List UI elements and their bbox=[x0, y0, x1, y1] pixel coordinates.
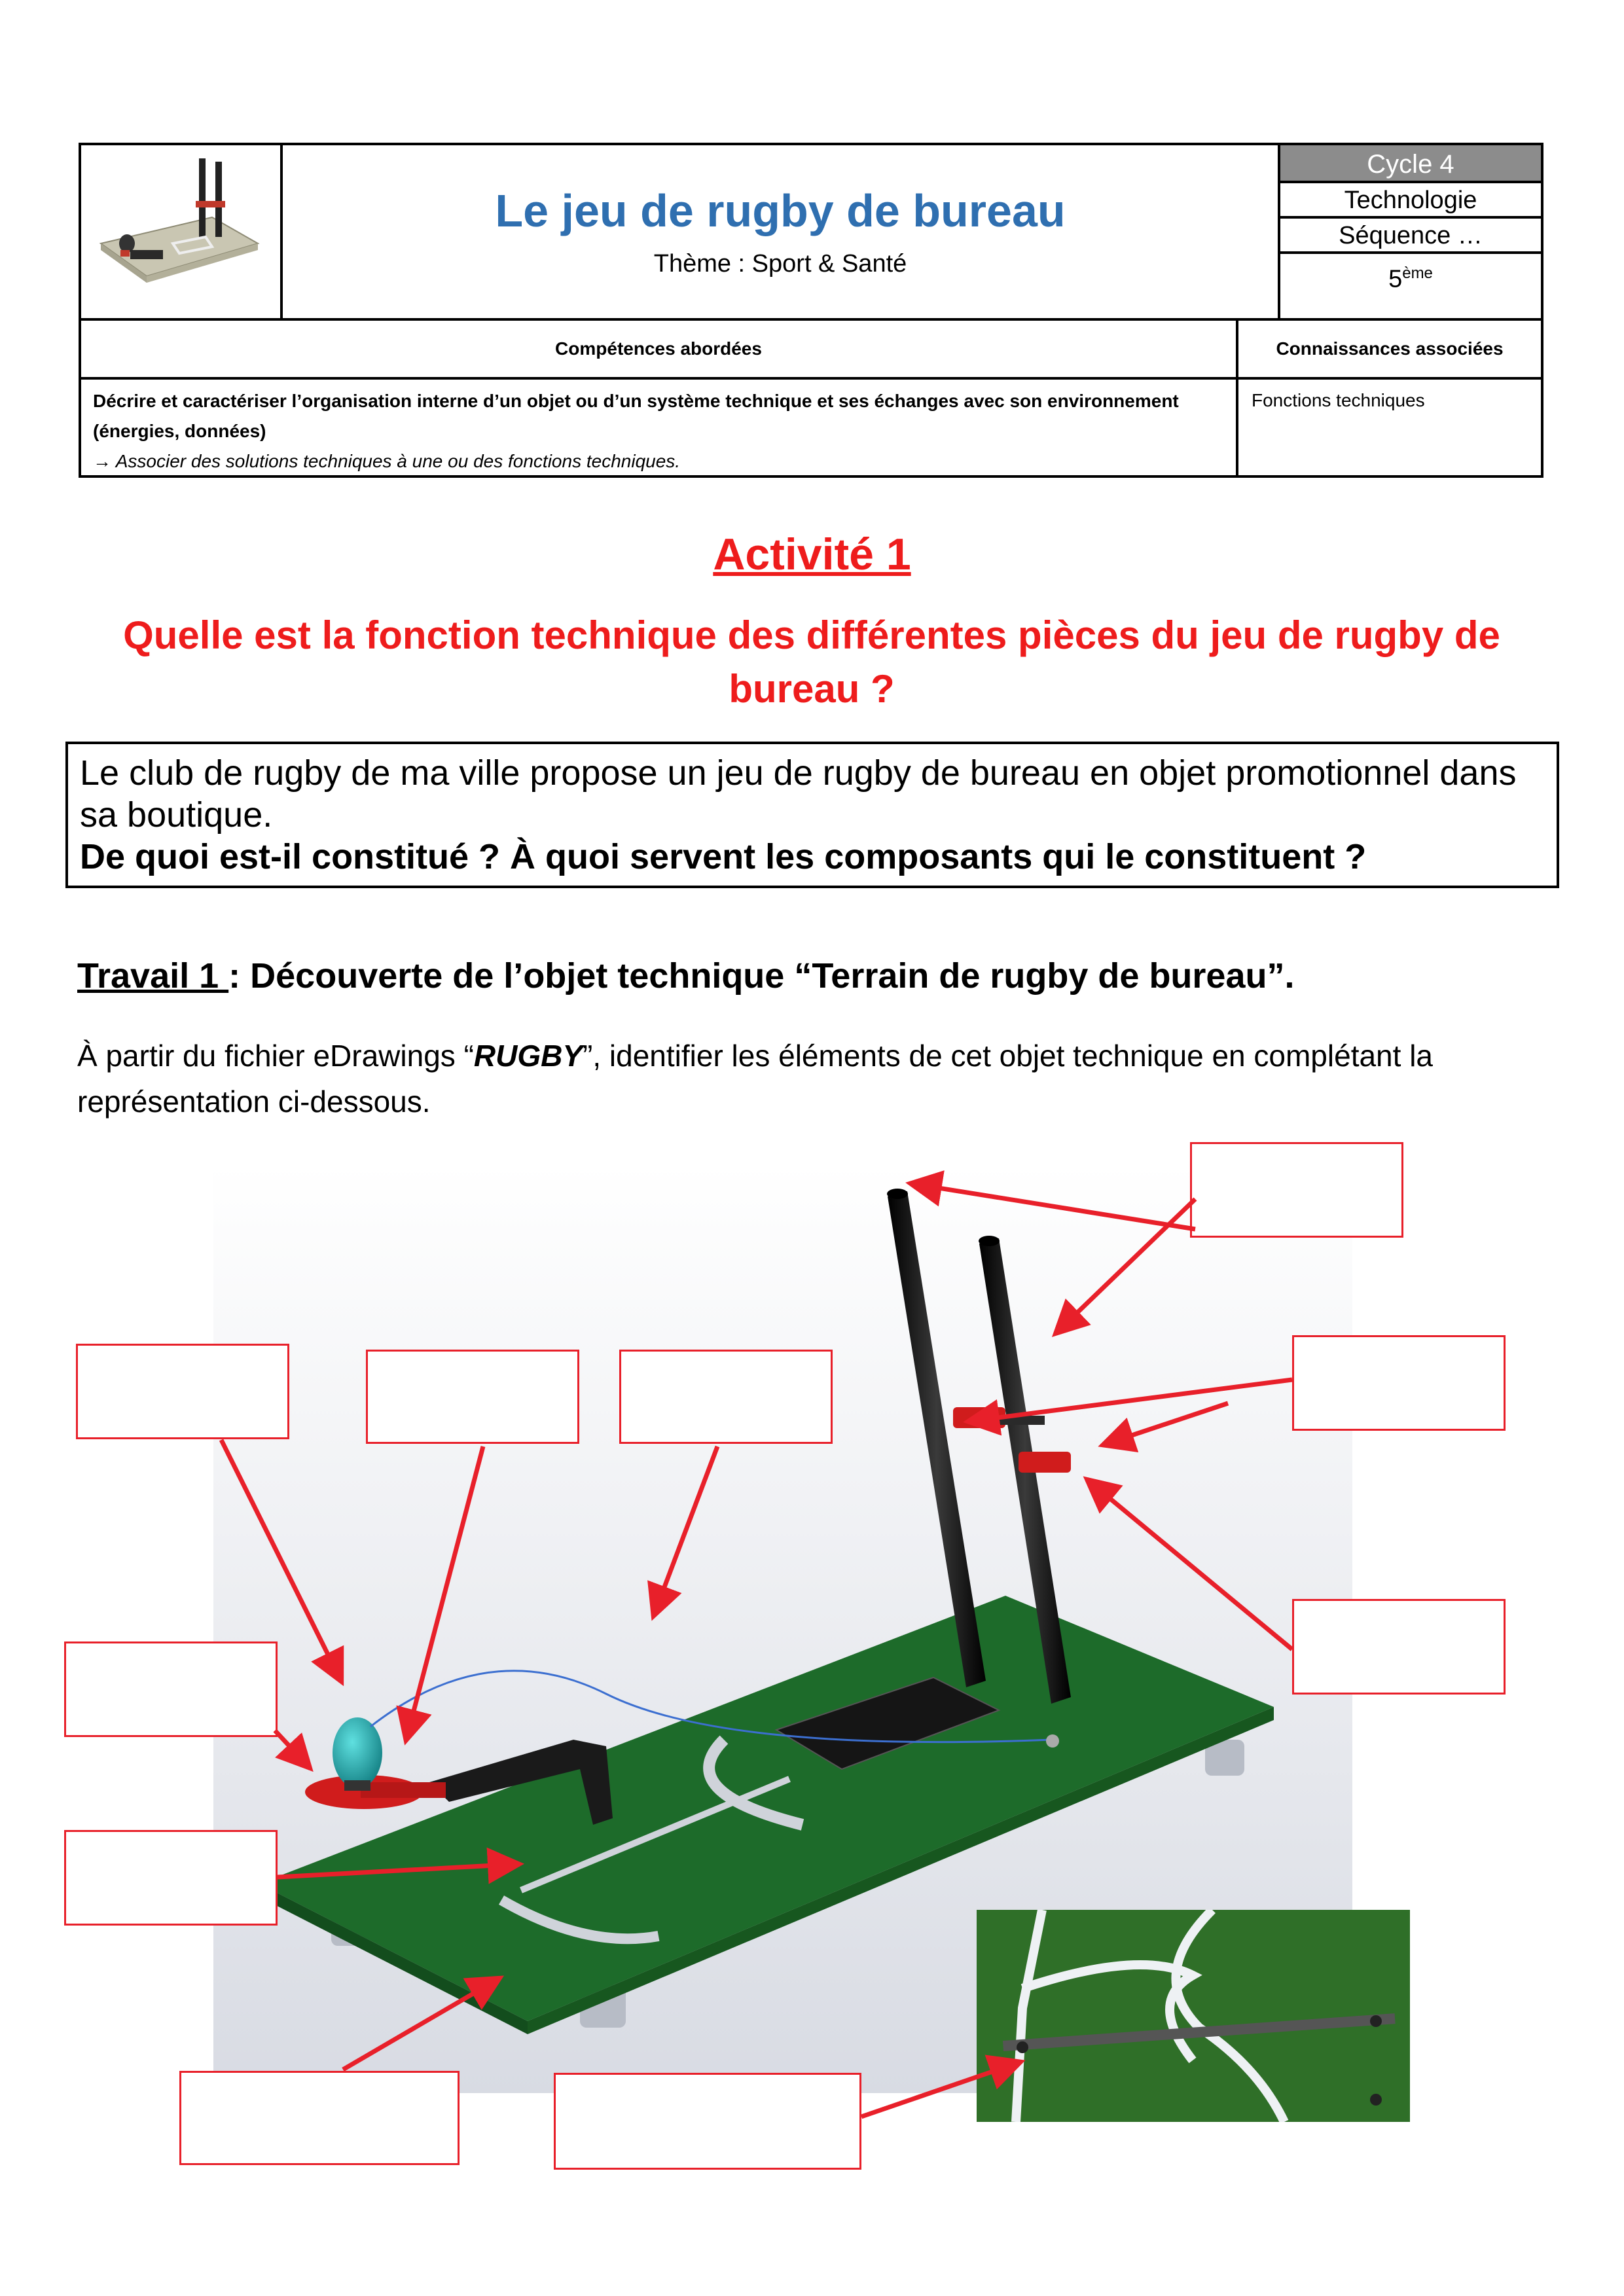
subject-label: Technologie bbox=[1280, 183, 1541, 219]
file-name: RUGBY bbox=[473, 1039, 583, 1073]
knowledge-header: Connaissances associées bbox=[1238, 321, 1541, 380]
header-table bbox=[79, 143, 1543, 321]
label-box-slot[interactable] bbox=[554, 2073, 861, 2170]
label-box-ball[interactable] bbox=[76, 1344, 289, 1439]
knowledge-text: Fonctions techniques bbox=[1252, 390, 1425, 410]
work-label: Travail 1 bbox=[77, 956, 229, 996]
instruction-before: À partir du fichier eDrawings “ bbox=[77, 1039, 474, 1073]
competences-table bbox=[79, 321, 1543, 478]
label-box-tee[interactable] bbox=[64, 1641, 278, 1737]
context-question: De quoi est-il constitué ? À quoi servent les composants qui le constituent ? bbox=[80, 837, 1367, 876]
activity-question: Quelle est la fonction technique des différentes pièces du jeu de rugby de bureau ? bbox=[123, 613, 1500, 711]
label-box-clamps[interactable] bbox=[1292, 1335, 1506, 1431]
instruction-text bbox=[77, 1033, 1557, 1124]
activity-title: Activité 1 bbox=[713, 529, 911, 579]
context-box bbox=[65, 742, 1559, 888]
level-number: 5 bbox=[1388, 265, 1403, 293]
label-box-trajectory[interactable] bbox=[619, 1350, 833, 1444]
sequence-label: Séquence … bbox=[1280, 219, 1541, 254]
product-thumbnail bbox=[81, 145, 283, 318]
theme-subtitle: Thème : Sport & Santé bbox=[653, 250, 907, 278]
work-title: : Découverte de l’objet technique “Terrain de rugby de bureau”. bbox=[228, 956, 1295, 996]
header-title-cell bbox=[283, 145, 1278, 318]
competence-detail: → Associer des solutions techniques à une ou des fonctions techniques. bbox=[93, 451, 681, 471]
competence-text: Décrire et caractériser l’organisation interne d’un objet ou d’un système technique et ses échanges avec son environnement (énergies, données) bbox=[93, 391, 1179, 441]
competences-header: Compétences abordées bbox=[81, 321, 1238, 380]
page-title: Le jeu de rugby de bureau bbox=[495, 185, 1066, 236]
context-text: Le club de rugby de ma ville propose un jeu de rugby de bureau en objet promotionnel dans sa boutique. bbox=[80, 753, 1517, 834]
label-box-support[interactable] bbox=[366, 1350, 579, 1444]
label-box-crossbar[interactable] bbox=[1292, 1599, 1506, 1695]
level-label bbox=[1280, 254, 1541, 318]
level-suffix: ème bbox=[1402, 264, 1433, 282]
competence-cell bbox=[81, 380, 1238, 475]
slot-detail-inset bbox=[977, 1910, 1410, 2122]
header-info-cell bbox=[1278, 145, 1541, 318]
instruction-after: ”, identifier les éléments de cet objet technique en complétant la représentation ci-dessous. bbox=[77, 1039, 1433, 1119]
label-box-board[interactable] bbox=[179, 2071, 460, 2165]
cycle-label: Cycle 4 bbox=[1280, 145, 1541, 183]
label-box-posts[interactable] bbox=[1190, 1142, 1403, 1238]
work-heading bbox=[77, 956, 1294, 996]
label-box-lever[interactable] bbox=[64, 1830, 278, 1926]
